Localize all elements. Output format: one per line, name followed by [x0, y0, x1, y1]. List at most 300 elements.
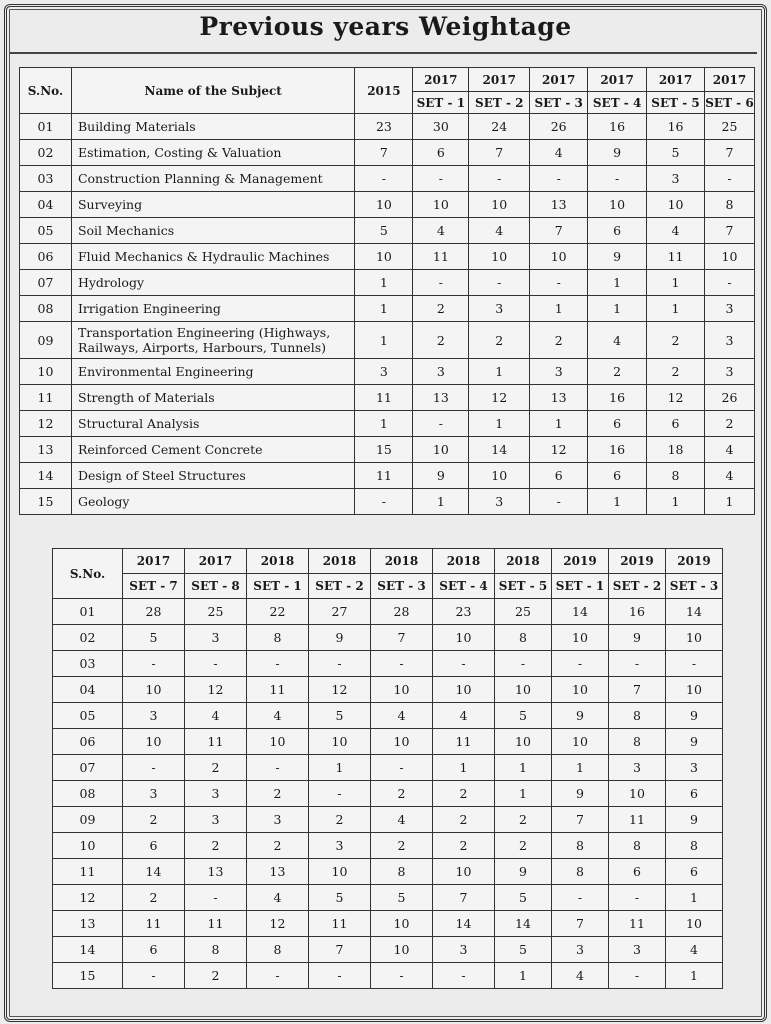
value-cell: 3 [704, 296, 754, 322]
table-row [53, 833, 723, 859]
set-header: SET - 1 [413, 92, 469, 114]
value-cell: 10 [247, 729, 309, 755]
value-cell: 3 [704, 322, 754, 359]
value-cell: 1 [588, 489, 647, 515]
value-cell: 5 [123, 625, 185, 651]
value-cell: 1 [309, 755, 371, 781]
value-cell: - [609, 963, 666, 989]
year-header: 2017 [413, 68, 469, 92]
value-cell: 3 [609, 937, 666, 963]
subject-name-cell: Transportation Engineering (Highways, Railways, Airports, Harbours, Tunnels) [71, 322, 354, 359]
value-cell: 1 [530, 296, 588, 322]
value-cell: 9 [609, 625, 666, 651]
value-cell: 10 [123, 729, 185, 755]
value-cell: 10 [530, 244, 588, 270]
value-cell: 25 [185, 599, 247, 625]
value-cell: 13 [185, 859, 247, 885]
value-cell: 9 [666, 807, 723, 833]
table-row [53, 651, 723, 677]
value-cell: 2 [185, 833, 247, 859]
year-header: 2017 [704, 68, 754, 92]
value-cell: 11 [355, 385, 413, 411]
value-cell: - [469, 270, 530, 296]
value-cell: 1 [666, 885, 723, 911]
value-cell: 13 [530, 385, 588, 411]
value-cell: 7 [552, 807, 609, 833]
value-cell: 3 [704, 359, 754, 385]
table-row [20, 489, 755, 515]
value-cell: - [355, 166, 413, 192]
sno-cell: 02 [53, 625, 123, 651]
value-cell: 9 [666, 703, 723, 729]
value-cell: - [185, 885, 247, 911]
value-cell: - [247, 963, 309, 989]
value-cell: - [309, 651, 371, 677]
value-cell: - [666, 651, 723, 677]
table-row [53, 755, 723, 781]
subject-name-cell: Soil Mechanics [71, 218, 354, 244]
table-row [53, 599, 723, 625]
value-cell: 2 [647, 322, 705, 359]
set-header: SET - 1 [247, 574, 309, 599]
value-cell: 1 [666, 963, 723, 989]
value-cell: 11 [647, 244, 705, 270]
set-header: SET - 3 [666, 574, 723, 599]
value-cell: 2 [704, 411, 754, 437]
set-header: SET - 2 [609, 574, 666, 599]
sno-cell: 15 [53, 963, 123, 989]
year-header: 2019 [609, 549, 666, 574]
value-cell: 12 [309, 677, 371, 703]
value-cell: 3 [469, 296, 530, 322]
value-cell: - [552, 885, 609, 911]
value-cell: 11 [609, 807, 666, 833]
table-row [53, 937, 723, 963]
value-cell: 9 [552, 703, 609, 729]
value-cell: 3 [185, 807, 247, 833]
value-cell: 6 [530, 463, 588, 489]
value-cell: 14 [666, 599, 723, 625]
value-cell: 8 [552, 859, 609, 885]
value-cell: 8 [185, 937, 247, 963]
set-header: SET - 5 [495, 574, 552, 599]
sno-cell: 14 [20, 463, 72, 489]
value-cell: 10 [355, 244, 413, 270]
value-cell: 9 [588, 244, 647, 270]
subject-name-cell: Reinforced Cement Concrete [71, 437, 354, 463]
sno-cell: 06 [53, 729, 123, 755]
sno-cell: 01 [20, 114, 72, 140]
value-cell: 6 [123, 937, 185, 963]
header-sno: S.No. [20, 68, 72, 114]
value-cell: 10 [552, 677, 609, 703]
subject-name-cell: Strength of Materials [71, 385, 354, 411]
value-cell: 2 [123, 885, 185, 911]
value-cell: 14 [469, 437, 530, 463]
set-header: SET - 8 [185, 574, 247, 599]
value-cell: - [371, 755, 433, 781]
value-cell: 4 [247, 885, 309, 911]
year-header: 2017 [530, 68, 588, 92]
value-cell: 13 [247, 859, 309, 885]
value-cell: 1 [647, 270, 705, 296]
table-row [53, 781, 723, 807]
value-cell: 2 [185, 755, 247, 781]
value-cell: 6 [413, 140, 469, 166]
value-cell: 2 [433, 833, 495, 859]
value-cell: 10 [469, 192, 530, 218]
value-cell: 1 [588, 296, 647, 322]
value-cell: 11 [247, 677, 309, 703]
set-header: SET - 4 [433, 574, 495, 599]
subject-name-cell: Fluid Mechanics & Hydraulic Machines [71, 244, 354, 270]
value-cell: 4 [588, 322, 647, 359]
title-divider [10, 52, 757, 54]
value-cell: 8 [247, 937, 309, 963]
value-cell: 3 [309, 833, 371, 859]
value-cell: - [704, 270, 754, 296]
value-cell: 8 [552, 833, 609, 859]
sno-cell: 03 [53, 651, 123, 677]
value-cell: 14 [552, 599, 609, 625]
sno-cell: 09 [20, 322, 72, 359]
year-header: 2019 [666, 549, 723, 574]
value-cell: 11 [185, 911, 247, 937]
value-cell: 6 [588, 218, 647, 244]
value-cell: - [247, 651, 309, 677]
value-cell: 2 [647, 359, 705, 385]
sno-cell: 13 [53, 911, 123, 937]
value-cell: 12 [530, 437, 588, 463]
sno-cell: 07 [20, 270, 72, 296]
value-cell: 18 [647, 437, 705, 463]
value-cell: 6 [123, 833, 185, 859]
value-cell: 4 [469, 218, 530, 244]
table-row [53, 807, 723, 833]
value-cell: - [309, 963, 371, 989]
subject-name-cell: Estimation, Costing & Valuation [71, 140, 354, 166]
value-cell: 3 [433, 937, 495, 963]
value-cell: 25 [495, 599, 552, 625]
value-cell: 5 [371, 885, 433, 911]
value-cell: 10 [123, 677, 185, 703]
sno-cell: 11 [20, 385, 72, 411]
value-cell: 3 [185, 625, 247, 651]
table-row [20, 270, 755, 296]
value-cell: 10 [666, 677, 723, 703]
value-cell: 4 [666, 937, 723, 963]
value-cell: 7 [530, 218, 588, 244]
sno-cell: 14 [53, 937, 123, 963]
value-cell: 9 [413, 463, 469, 489]
value-cell: - [495, 651, 552, 677]
value-cell: 2 [371, 833, 433, 859]
value-cell: 6 [609, 859, 666, 885]
year-header: 2017 [647, 68, 705, 92]
table-row [20, 114, 755, 140]
value-cell: 2 [433, 807, 495, 833]
value-cell: 3 [666, 755, 723, 781]
value-cell: 3 [609, 755, 666, 781]
value-cell: 1 [433, 755, 495, 781]
value-cell: 16 [588, 385, 647, 411]
table-row [20, 385, 755, 411]
subject-name-cell: Construction Planning & Management [71, 166, 354, 192]
subject-name-cell: Surveying [71, 192, 354, 218]
value-cell: 11 [309, 911, 371, 937]
table-row [53, 703, 723, 729]
value-cell: - [309, 781, 371, 807]
value-cell: 24 [469, 114, 530, 140]
table-row [20, 218, 755, 244]
value-cell: 1 [355, 322, 413, 359]
value-cell: 1 [495, 963, 552, 989]
year-header: 2017 [123, 549, 185, 574]
value-cell: - [588, 166, 647, 192]
value-cell: 7 [609, 677, 666, 703]
table-row [53, 859, 723, 885]
value-cell: 27 [309, 599, 371, 625]
value-cell: 10 [704, 244, 754, 270]
value-cell: 14 [433, 911, 495, 937]
value-cell: 10 [469, 463, 530, 489]
header-sno: S.No. [53, 549, 123, 599]
value-cell: 10 [371, 729, 433, 755]
value-cell: - [433, 963, 495, 989]
value-cell: 10 [433, 625, 495, 651]
year-header: 2018 [433, 549, 495, 574]
value-cell: 10 [413, 192, 469, 218]
set-header: SET - 2 [309, 574, 371, 599]
value-cell: 9 [309, 625, 371, 651]
value-cell: 10 [309, 859, 371, 885]
value-cell: 16 [609, 599, 666, 625]
value-cell: - [355, 489, 413, 515]
sno-cell: 15 [20, 489, 72, 515]
value-cell: 10 [666, 625, 723, 651]
value-cell: 10 [371, 937, 433, 963]
value-cell: 7 [704, 140, 754, 166]
value-cell: 2 [247, 781, 309, 807]
value-cell: 5 [495, 703, 552, 729]
table-row [20, 166, 755, 192]
set-header: SET - 3 [530, 92, 588, 114]
table-row [20, 463, 755, 489]
header-subject-name: Name of the Subject [71, 68, 354, 114]
value-cell: 8 [609, 833, 666, 859]
value-cell: 16 [588, 437, 647, 463]
value-cell: - [371, 963, 433, 989]
value-cell: 5 [647, 140, 705, 166]
value-cell: 1 [647, 489, 705, 515]
value-cell: 1 [469, 359, 530, 385]
sno-cell: 06 [20, 244, 72, 270]
value-cell: 1 [355, 411, 413, 437]
value-cell: 11 [609, 911, 666, 937]
value-cell: - [185, 651, 247, 677]
value-cell: 9 [666, 729, 723, 755]
sno-cell: 08 [53, 781, 123, 807]
value-cell: - [123, 651, 185, 677]
value-cell: - [433, 651, 495, 677]
sno-cell: 02 [20, 140, 72, 166]
value-cell: 4 [185, 703, 247, 729]
set-header: SET - 7 [123, 574, 185, 599]
year-header: 2018 [371, 549, 433, 574]
value-cell: 3 [185, 781, 247, 807]
year-header: 2019 [552, 549, 609, 574]
value-cell: 8 [247, 625, 309, 651]
set-header: SET - 6 [704, 92, 754, 114]
value-cell: 8 [609, 729, 666, 755]
value-cell: 10 [355, 192, 413, 218]
value-cell: 2 [495, 807, 552, 833]
value-cell: 13 [530, 192, 588, 218]
set-header: SET - 3 [371, 574, 433, 599]
value-cell: 4 [433, 703, 495, 729]
value-cell: - [530, 270, 588, 296]
value-cell: 1 [355, 296, 413, 322]
value-cell: - [413, 166, 469, 192]
value-cell: 2 [495, 833, 552, 859]
value-cell: 12 [647, 385, 705, 411]
table-row [53, 677, 723, 703]
value-cell: 15 [355, 437, 413, 463]
set-header: SET - 2 [469, 92, 530, 114]
sno-cell: 07 [53, 755, 123, 781]
table-row [20, 359, 755, 385]
value-cell: 10 [371, 911, 433, 937]
sno-cell: 12 [53, 885, 123, 911]
sno-cell: 08 [20, 296, 72, 322]
value-cell: 28 [123, 599, 185, 625]
year-header: 2018 [247, 549, 309, 574]
value-cell: 26 [704, 385, 754, 411]
value-cell: 1 [413, 489, 469, 515]
value-cell: 10 [552, 729, 609, 755]
subject-name-cell: Hydrology [71, 270, 354, 296]
set-header: SET - 1 [552, 574, 609, 599]
table-row [53, 625, 723, 651]
value-cell: 10 [309, 729, 371, 755]
value-cell: 5 [495, 937, 552, 963]
table-row [20, 296, 755, 322]
value-cell: 7 [355, 140, 413, 166]
value-cell: 1 [588, 270, 647, 296]
year-header: 2018 [309, 549, 371, 574]
set-header: SET - 5 [647, 92, 705, 114]
value-cell: - [609, 885, 666, 911]
value-cell: 5 [309, 703, 371, 729]
value-cell: 7 [704, 218, 754, 244]
value-cell: 16 [588, 114, 647, 140]
value-cell: 10 [413, 437, 469, 463]
value-cell: 6 [666, 859, 723, 885]
value-cell: 2 [469, 322, 530, 359]
value-cell: 8 [371, 859, 433, 885]
sno-cell: 11 [53, 859, 123, 885]
subject-name-cell: Geology [71, 489, 354, 515]
value-cell: 26 [530, 114, 588, 140]
value-cell: - [469, 166, 530, 192]
sno-cell: 09 [53, 807, 123, 833]
table-row [20, 322, 755, 359]
value-cell: 2 [371, 781, 433, 807]
value-cell: 2 [123, 807, 185, 833]
value-cell: 4 [647, 218, 705, 244]
page-title: Previous years Weightage [199, 12, 572, 41]
value-cell: 5 [495, 885, 552, 911]
value-cell: 3 [123, 703, 185, 729]
sno-cell: 05 [53, 703, 123, 729]
value-cell: 4 [413, 218, 469, 244]
sno-cell: 12 [20, 411, 72, 437]
table-row [20, 192, 755, 218]
value-cell: 4 [704, 437, 754, 463]
value-cell: 1 [355, 270, 413, 296]
value-cell: 30 [413, 114, 469, 140]
sno-cell: 10 [20, 359, 72, 385]
value-cell: 2 [413, 296, 469, 322]
subject-name-cell: Environmental Engineering [71, 359, 354, 385]
value-cell: 10 [609, 781, 666, 807]
value-cell: 14 [495, 911, 552, 937]
subject-name-cell: Irrigation Engineering [71, 296, 354, 322]
sno-cell: 04 [20, 192, 72, 218]
value-cell: 8 [495, 625, 552, 651]
value-cell: 10 [495, 729, 552, 755]
value-cell: 16 [647, 114, 705, 140]
value-cell: 4 [530, 140, 588, 166]
value-cell: - [704, 166, 754, 192]
value-cell: 5 [355, 218, 413, 244]
value-cell: 1 [647, 296, 705, 322]
value-cell: - [247, 755, 309, 781]
value-cell: 8 [704, 192, 754, 218]
year-header: 2017 [185, 549, 247, 574]
value-cell: 3 [552, 937, 609, 963]
value-cell: 10 [647, 192, 705, 218]
value-cell: 10 [552, 625, 609, 651]
value-cell: 2 [247, 833, 309, 859]
value-cell: 1 [495, 781, 552, 807]
year-header: 2017 [469, 68, 530, 92]
value-cell: 6 [647, 411, 705, 437]
value-cell: 11 [433, 729, 495, 755]
value-cell: 22 [247, 599, 309, 625]
value-cell: 23 [433, 599, 495, 625]
value-cell: - [371, 651, 433, 677]
table-row [20, 244, 755, 270]
value-cell: 10 [495, 677, 552, 703]
value-cell: 3 [413, 359, 469, 385]
sno-cell: 03 [20, 166, 72, 192]
header-2015: 2015 [355, 68, 413, 114]
table-row [53, 963, 723, 989]
sno-cell: 01 [53, 599, 123, 625]
value-cell: - [609, 651, 666, 677]
value-cell: - [530, 166, 588, 192]
value-cell: 28 [371, 599, 433, 625]
value-cell: 7 [469, 140, 530, 166]
value-cell: - [530, 489, 588, 515]
value-cell: - [413, 270, 469, 296]
value-cell: - [123, 963, 185, 989]
value-cell: 2 [530, 322, 588, 359]
value-cell: 7 [433, 885, 495, 911]
value-cell: 4 [371, 703, 433, 729]
sno-cell: 04 [53, 677, 123, 703]
